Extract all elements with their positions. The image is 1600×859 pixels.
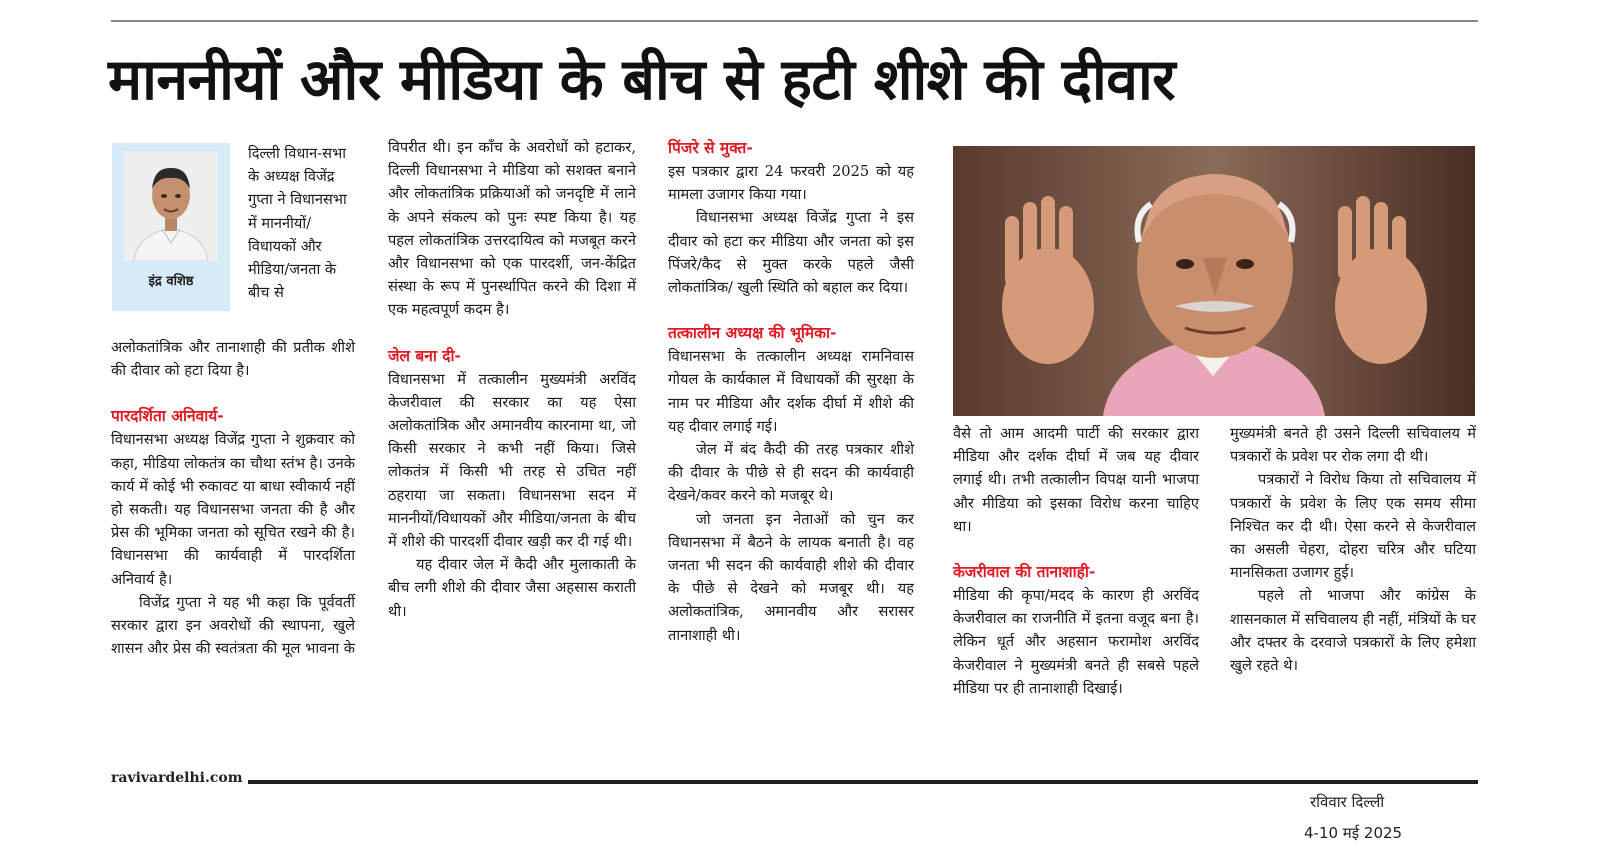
col5-paragraph: पहले तो भाजपा और कांग्रेस के शासनकाल में सचिवालय ही नहीं, मंत्रियों के घर और दफ्तर के दरवाजे पत्रकारों के लिए हमेशा खुले रहते थे। [1230,587,1476,675]
col4-paragraph: वैसे तो आम आदमी पार्टी की सरकार द्वारा मीडिया और दर्शक दीर्घा में जब यह दीवार लगाई थी। तभी तत्कालीन विपक्ष यानी भाजपा और मीडिया को इसका विरोध करना चाहिए था। [953,425,1199,535]
col5-paragraph: पत्रकारों ने विरोध किया तो सचिवालय में पत्रकारों के प्रवेश के लिए एक समय सीमा निश्चित कर दी थी। ऐसा करने से केजरीवाल का असली चेहरा, दोहरा चरित्र और घटिया मानसिकता उजागर हुई। [1230,471,1476,582]
headline: माननीयों और मीडिया के बीच से हटी शीशे की दीवार [108,47,1176,113]
col2-paragraph: विपरीत थी। इन काँच के अवरोधों को हटाकर, दिल्ली विधानसभा ने मीडिया को सशक्त बनाने और लोकतांत्रिक प्रक्रियाओं को जनदृष्टि में लाने के अपने संकल्प को पुनः स्पष्ट किया है। यह पहल लोकतांत्रिक उत्तरदायित्व को मजबूत करने और विधानसभा को एक पारदर्शी, जन-केंद्रित संस्था के रूप में पुनर्स्थापित करने की दिशा में एक महत्वपूर्ण कदम है। [388,139,636,319]
col4-paragraph: मीडिया की कृपा/मदद के कारण ही अरविंद केजरीवाल का राजनीति में इतना वजूद बना है। लेकिन धूर्त और अहसान फरामोश अरविंद केजरीवाल ने मुख्यमंत्री बनते ही सबसे पहले मीडिया पर ही तानाशाही दिखाई। [953,587,1199,697]
column-3 [668,136,914,647]
col3-paragraph: विधानसभा के तत्कालीन अध्यक्ष रामनिवास गोयल के कार्यकाल में विधायकों की सुरक्षा के नाम पर मीडिया और दर्शक दीर्घा में शीशे की यह दीवार लगाई गई। [668,348,914,435]
col3-subhead: पिंजरे से मुक्त- [668,139,753,157]
column-1 [111,336,355,660]
col3-paragraph: विधानसभा अध्यक्ष विजेंद्र गुप्ता ने इस दीवार को हटा कर मीडिया और जनता को इस पिंजरे/कैद से मुक्त करके पहले जैसी लोकतांत्रिक/ खुली स्थिति को बहाल कर दिया। [668,209,914,297]
col4-subhead: केजरीवाल की तानाशाही- [953,563,1096,582]
col1-subhead: पारदर्शिता अनिवार्य- [111,407,224,426]
col1-intro-top-text: दिल्ली विधान-सभा के अध्यक्ष विजेंद्र गुप्ता ने विधानसभा में माननीयों/ विधायकों और मीडिया/जनता के बीच से [248,145,347,302]
col3-paragraph: जो जनता इन नेताओं को चुन कर विधानसभा में बैठने के लायक बनाती है। वह जनता भी सदन की कार्यवाही शीशे की दीवार के पीछे से देखने को मजबूर थी। यह अलोकतांत्रिक, अमानवीय और सरासर तानाशाही थी। [668,510,914,644]
col3-paragraph: जेल में बंद कैदी की तरह पत्रकार शीशे की दीवार के पीछे से ही सदन की कार्यवाही देखने/कवर करने को मजबूर थे। [668,441,914,505]
col3-paragraph: इस पत्रकार द्वारा 24 फरवरी 2025 को यह मामला उजागर किया गया। [668,163,914,204]
main-photo [953,146,1475,416]
column-2 [388,136,636,623]
footer-url: ravivardelhi.com [111,770,243,786]
author-name: इंद्र वशिष्ठ [148,274,194,289]
column-5 [1230,422,1476,677]
col1-intro-bottom: अलोकतांत्रिक और तानाशाही की प्रतीक शीशे की दीवार को हटा दिया है। [111,339,355,380]
author-photo [124,151,218,261]
col1-paragraph: विजेंद्र गुप्ता ने यह भी कहा कि पूर्ववर्ती सरकार द्वारा इन अवरोधों की स्थापना, खुले शासन और प्रेस की स्वतंत्रता की मूल भावना के [111,593,355,658]
top-rule [111,20,1478,22]
column-4 [953,422,1199,700]
footer-rule [248,780,1478,784]
col2-paragraph: विधानसभा में तत्कालीन मुख्यमंत्री अरविंद केजरीवाल की सरकार का यह ऐसा अलोकतांत्रिक और अमानवीय कारनामा था, जो किसी सरकार ने कभी नहीं किया। जिसे लोकतंत्र में किसी भी तरह से उचित नहीं ठहराया जा सकता। विधानसभा सदन में माननीयों/विधायकों और मीडिया/जनता के बीच में शीशे की पारदर्शी दीवार खड़ी कर दी गई थी। [388,370,636,551]
publication-name: रविवार दिल्ली [1310,793,1385,811]
col5-paragraph: मुख्यमंत्री बनते ही उसने दिल्ली सचिवालय में पत्रकारों के प्रवेश पर रोक लगा दी थी। [1230,425,1476,466]
col1-paragraph: विधानसभा अध्यक्ष विजेंद्र गुप्ता ने शुक्रवार को कहा, मीडिया लोकतंत्र का चौथा स्तंभ है। उनके कार्य में कोई भी रुकावट या बाधा स्वीकार्य नहीं हो सकती। यह विधानसभा जनता की है और प्रेस की भूमिका जनता को सूचित रखने की है। विधानसभा की कार्यवाही में पारदर्शिता अनिवार्य है। [111,431,355,588]
col3-subhead: तत्कालीन अध्यक्ष की भूमिका- [668,324,837,343]
col2-paragraph: यह दीवार जेल में कैदी और मुलाकाती के बीच लगी शीशे की दीवार जैसा अहसास कराती थी। [388,556,636,620]
author-box [112,143,230,311]
col2-subhead: जेल बना दी- [388,346,461,365]
publication-date: 4-10 मई 2025 [1304,824,1403,842]
col1-intro-top [248,142,355,304]
